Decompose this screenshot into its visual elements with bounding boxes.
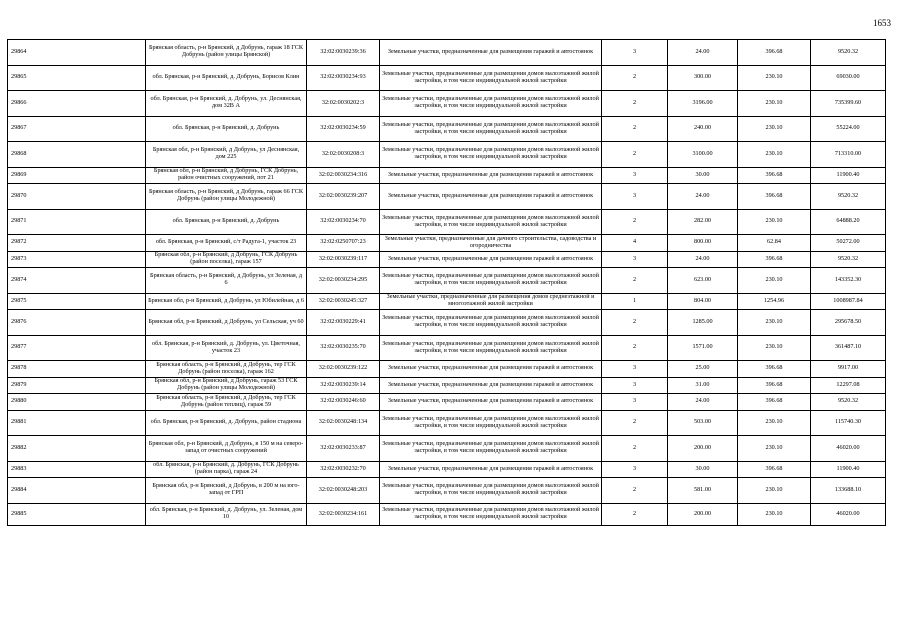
specific-value-cell: 396.68 bbox=[738, 184, 811, 210]
cadastral-number-cell: 32:02:0030234:70 bbox=[307, 209, 380, 235]
area-cell: 25.00 bbox=[668, 361, 738, 378]
record-id-cell: 29884 bbox=[8, 478, 146, 504]
table-row bbox=[8, 377, 886, 394]
cadastral-number-cell: 32:02:0030229:41 bbox=[307, 310, 380, 336]
group-cell: 2 bbox=[602, 142, 668, 168]
record-id-cell: 29866 bbox=[8, 91, 146, 117]
group-cell: 3 bbox=[602, 394, 668, 411]
record-id-cell: 29874 bbox=[8, 268, 146, 294]
land-category-cell: Земельные участки, предназначенные для размещения гаражей и автостоянок bbox=[380, 184, 602, 210]
cadastral-value-cell: 46020.00 bbox=[811, 503, 886, 526]
address-cell: Брянская обл, р-н Брянский, д Добрунь, ул Сельская, уч 60 bbox=[146, 310, 307, 336]
area-cell: 24.00 bbox=[668, 40, 738, 66]
record-id-cell: 29873 bbox=[8, 251, 146, 268]
table-row bbox=[8, 65, 886, 91]
land-category-cell: Земельные участки, предназначенные для размещения домов малоэтажной жилой застройки, в том числе индивидуальной жилой застройки bbox=[380, 310, 602, 336]
record-id-cell: 29876 bbox=[8, 310, 146, 336]
area-cell: 3100.00 bbox=[668, 142, 738, 168]
area-cell: 30.00 bbox=[668, 461, 738, 478]
specific-value-cell: 62.84 bbox=[738, 235, 811, 252]
land-category-cell: Земельные участки, предназначенные для размещения домов малоэтажной жилой застройки, в том числе индивидуальной жилой застройки bbox=[380, 410, 602, 436]
table-row bbox=[8, 116, 886, 142]
table-row bbox=[8, 436, 886, 462]
cadastral-value-cell: 55224.00 bbox=[811, 116, 886, 142]
specific-value-cell: 230.10 bbox=[738, 310, 811, 336]
address-cell: Брянская обл, р-н Брянский, д Добрунь, ГСК Добрунь, район очистных сооружений, пот 21 bbox=[146, 167, 307, 184]
page-number: 1653 bbox=[873, 18, 891, 28]
cadastral-number-cell: 32:02:0030234:295 bbox=[307, 268, 380, 294]
specific-value-cell: 396.68 bbox=[738, 167, 811, 184]
specific-value-cell: 396.68 bbox=[738, 40, 811, 66]
specific-value-cell: 396.68 bbox=[738, 461, 811, 478]
address-cell: обл. Брянская, р-н Брянский, д. Добрунь, ул. Цветочная, участок 23 bbox=[146, 335, 307, 361]
group-cell: 3 bbox=[602, 377, 668, 394]
address-cell: Брянская область, р-н Брянский, д Добрунь, тер ГСК Добрунь (район поселка), гараж 162 bbox=[146, 361, 307, 378]
record-id-cell: 29880 bbox=[8, 394, 146, 411]
record-id-cell: 29878 bbox=[8, 361, 146, 378]
area-cell: 24.00 bbox=[668, 251, 738, 268]
record-id-cell: 29870 bbox=[8, 184, 146, 210]
address-cell: обл. Брянская, р-н Брянский, д. Добрунь, ул. Деснянская, дом 32В А bbox=[146, 91, 307, 117]
land-category-cell: Земельные участки, предназначенные для размещения домов малоэтажной жилой застройки, в том числе индивидуальной жилой застройки bbox=[380, 142, 602, 168]
table-row bbox=[8, 184, 886, 210]
cadastral-value-cell: 9520.32 bbox=[811, 251, 886, 268]
cadastral-number-cell: 32:02:0030234:93 bbox=[307, 65, 380, 91]
record-id-cell: 29883 bbox=[8, 461, 146, 478]
cadastral-value-cell: 295678.50 bbox=[811, 310, 886, 336]
address-cell: Брянская обл, р-н Брянский, д Добрунь, в 150 м на северо-запад от очистных сооружений bbox=[146, 436, 307, 462]
land-category-cell: Земельные участки, предназначенные для размещения домов малоэтажной жилой застройки, в том числе индивидуальной жилой застройки bbox=[380, 436, 602, 462]
cadastral-value-cell: 713310.00 bbox=[811, 142, 886, 168]
cadastral-number-cell: 32:02:0030245:327 bbox=[307, 293, 380, 310]
address-cell: Брянская обл, р-н Брянский, д Добрунь, гараж 53 ГСК Добрунь (район улицы Молодежной) bbox=[146, 377, 307, 394]
address-cell: Брянская обл, р-н Брянский, д Добрунь, ГСК Добрунь (район поселка), гараж 157 bbox=[146, 251, 307, 268]
cadastral-value-cell: 9520.32 bbox=[811, 40, 886, 66]
address-cell: Брянская обл, р-н Брянский, д Добрунь, ул Юбилейная, д 6 bbox=[146, 293, 307, 310]
address-cell: Брянская область, р-н Брянский, д Добрунь, тер ГСК Добрунь (район теплиц), гараж 59 bbox=[146, 394, 307, 411]
land-category-cell: Земельные участки, предназначенные для размещения гаражей и автостоянок bbox=[380, 394, 602, 411]
area-cell: 3196.00 bbox=[668, 91, 738, 117]
specific-value-cell: 230.10 bbox=[738, 436, 811, 462]
address-cell: Брянская область, р-н Брянский, д Добрунь, гараж 18 ГСК Добрунь (район улицы Брянской) bbox=[146, 40, 307, 66]
area-cell: 282.00 bbox=[668, 209, 738, 235]
cadastral-number-cell: 32:02:0030246:60 bbox=[307, 394, 380, 411]
land-category-cell: Земельные участки, предназначенные для размещения домов малоэтажной жилой застройки, в том числе индивидуальной жилой застройки bbox=[380, 335, 602, 361]
address-cell: обл. Брянская, р-н Брянский, с/т Радуга-1, участок 23 bbox=[146, 235, 307, 252]
land-category-cell: Земельные участки, предназначенные для размещения домов малоэтажной жилой застройки, в том числе индивидуальной жилой застройки bbox=[380, 478, 602, 504]
table-row bbox=[8, 40, 886, 66]
group-cell: 2 bbox=[602, 268, 668, 294]
cadastral-value-table bbox=[7, 39, 886, 526]
address-cell: Брянская обл, р-н Брянский, д Добрунь, ул Деснянская, дом 225 bbox=[146, 142, 307, 168]
specific-value-cell: 396.68 bbox=[738, 251, 811, 268]
address-cell: обл. Брянская, р-н Брянский, д. Добрунь, ГСК Добрунь (район парка), гараж 24 bbox=[146, 461, 307, 478]
table-row bbox=[8, 251, 886, 268]
specific-value-cell: 230.10 bbox=[738, 65, 811, 91]
table-row bbox=[8, 268, 886, 294]
cadastral-number-cell: 32:02:0030239:14 bbox=[307, 377, 380, 394]
cadastral-value-cell: 11900.40 bbox=[811, 461, 886, 478]
record-id-cell: 29885 bbox=[8, 503, 146, 526]
address-cell: Брянская область, р-н Брянский, д Добрунь, гараж 66 ГСК Добрунь (район улицы Молодежной) bbox=[146, 184, 307, 210]
specific-value-cell: 230.10 bbox=[738, 335, 811, 361]
address-cell: обл. Брянская, р-н Брянский, д. Добрунь bbox=[146, 116, 307, 142]
cadastral-value-cell: 735399.60 bbox=[811, 91, 886, 117]
cadastral-value-cell: 9917.00 bbox=[811, 361, 886, 378]
table-row bbox=[8, 394, 886, 411]
table-row bbox=[8, 91, 886, 117]
group-cell: 3 bbox=[602, 361, 668, 378]
record-id-cell: 29871 bbox=[8, 209, 146, 235]
record-id-cell: 29868 bbox=[8, 142, 146, 168]
record-id-cell: 29865 bbox=[8, 65, 146, 91]
cadastral-value-cell: 115740.30 bbox=[811, 410, 886, 436]
area-cell: 200.00 bbox=[668, 436, 738, 462]
cadastral-number-cell: 32:02:0030248:203 bbox=[307, 478, 380, 504]
cadastral-value-cell: 11900.40 bbox=[811, 167, 886, 184]
address-cell: Брянская область, р-н Брянский, д Добрунь, ул Зеленая, д 6 bbox=[146, 268, 307, 294]
group-cell: 2 bbox=[602, 478, 668, 504]
specific-value-cell: 230.10 bbox=[738, 116, 811, 142]
area-cell: 240.00 bbox=[668, 116, 738, 142]
group-cell: 3 bbox=[602, 40, 668, 66]
group-cell: 3 bbox=[602, 461, 668, 478]
cadastral-number-cell: 32:02:0030239:207 bbox=[307, 184, 380, 210]
area-cell: 503.00 bbox=[668, 410, 738, 436]
area-cell: 804.00 bbox=[668, 293, 738, 310]
group-cell: 2 bbox=[602, 116, 668, 142]
address-cell: обл. Брянская, р-н Брянский, д. Добрунь, район стадиона bbox=[146, 410, 307, 436]
cadastral-number-cell: 32:02:0030208:3 bbox=[307, 142, 380, 168]
area-cell: 31.00 bbox=[668, 377, 738, 394]
area-cell: 200.00 bbox=[668, 503, 738, 526]
area-cell: 300.00 bbox=[668, 65, 738, 91]
group-cell: 3 bbox=[602, 251, 668, 268]
specific-value-cell: 230.10 bbox=[738, 503, 811, 526]
land-category-cell: Земельные участки, предназначенные для размещения домов малоэтажной жилой застройки, в том числе индивидуальной жилой застройки bbox=[380, 209, 602, 235]
specific-value-cell: 396.68 bbox=[738, 377, 811, 394]
record-id-cell: 29877 bbox=[8, 335, 146, 361]
specific-value-cell: 230.10 bbox=[738, 209, 811, 235]
group-cell: 3 bbox=[602, 167, 668, 184]
group-cell: 2 bbox=[602, 209, 668, 235]
record-id-cell: 29864 bbox=[8, 40, 146, 66]
record-id-cell: 29882 bbox=[8, 436, 146, 462]
area-cell: 30.00 bbox=[668, 167, 738, 184]
group-cell: 2 bbox=[602, 65, 668, 91]
land-category-cell: Земельные участки, предназначенные для размещения гаражей и автостоянок bbox=[380, 461, 602, 478]
cadastral-number-cell: 32:02:0030202:3 bbox=[307, 91, 380, 117]
area-cell: 623.00 bbox=[668, 268, 738, 294]
table-row bbox=[8, 461, 886, 478]
group-cell: 2 bbox=[602, 436, 668, 462]
specific-value-cell: 230.10 bbox=[738, 142, 811, 168]
area-cell: 24.00 bbox=[668, 394, 738, 411]
area-cell: 800.00 bbox=[668, 235, 738, 252]
group-cell: 2 bbox=[602, 410, 668, 436]
table-row bbox=[8, 361, 886, 378]
cadastral-number-cell: 32:02:0030233:87 bbox=[307, 436, 380, 462]
group-cell: 1 bbox=[602, 293, 668, 310]
specific-value-cell: 396.68 bbox=[738, 361, 811, 378]
cadastral-value-cell: 143352.30 bbox=[811, 268, 886, 294]
cadastral-number-cell: 32:02:0030234:161 bbox=[307, 503, 380, 526]
table-row bbox=[8, 293, 886, 310]
cadastral-value-cell: 9520.32 bbox=[811, 184, 886, 210]
cadastral-number-cell: 32:02:0250707:23 bbox=[307, 235, 380, 252]
area-cell: 1571.00 bbox=[668, 335, 738, 361]
area-cell: 1285.00 bbox=[668, 310, 738, 336]
table-body bbox=[8, 40, 886, 526]
group-cell: 2 bbox=[602, 310, 668, 336]
land-category-cell: Земельные участки, предназначенные для размещения гаражей и автостоянок bbox=[380, 40, 602, 66]
table-row bbox=[8, 503, 886, 526]
group-cell: 2 bbox=[602, 91, 668, 117]
address-cell: обл. Брянская, р-н Брянский, д. Добрунь, Борисов Клин bbox=[146, 65, 307, 91]
cadastral-value-cell: 361487.10 bbox=[811, 335, 886, 361]
cadastral-value-cell: 64888.20 bbox=[811, 209, 886, 235]
cadastral-number-cell: 32:02:0030248:134 bbox=[307, 410, 380, 436]
group-cell: 2 bbox=[602, 335, 668, 361]
cadastral-number-cell: 32:02:0030234:59 bbox=[307, 116, 380, 142]
land-category-cell: Земельные участки, предназначенные для размещения гаражей и автостоянок bbox=[380, 361, 602, 378]
group-cell: 2 bbox=[602, 503, 668, 526]
record-id-cell: 29879 bbox=[8, 377, 146, 394]
address-cell: Брянская обл, р-н Брянский, д Добрунь, в 200 м на юго-запад от ГРП bbox=[146, 478, 307, 504]
table-row bbox=[8, 410, 886, 436]
table-row bbox=[8, 142, 886, 168]
land-category-cell: Земельные участки, предназначенные для размещения домов среднеэтажной и многоэтажной жилой застройки bbox=[380, 293, 602, 310]
cadastral-value-cell: 12297.08 bbox=[811, 377, 886, 394]
land-category-cell: Земельные участки, предназначенные для размещения гаражей и автостоянок bbox=[380, 167, 602, 184]
record-id-cell: 29881 bbox=[8, 410, 146, 436]
land-category-cell: Земельные участки, предназначенные для размещения гаражей и автостоянок bbox=[380, 377, 602, 394]
land-category-cell: Земельные участки, предназначенные для размещения домов малоэтажной жилой застройки, в том числе индивидуальной жилой застройки bbox=[380, 116, 602, 142]
specific-value-cell: 230.10 bbox=[738, 268, 811, 294]
cadastral-number-cell: 32:02:0030239:122 bbox=[307, 361, 380, 378]
cadastral-number-cell: 32:02:0030239:117 bbox=[307, 251, 380, 268]
cadastral-value-cell: 1008987.84 bbox=[811, 293, 886, 310]
land-category-cell: Земельные участки, предназначенные для размещения домов малоэтажной жилой застройки, в том числе индивидуальной жилой застройки bbox=[380, 268, 602, 294]
cadastral-value-cell: 69030.00 bbox=[811, 65, 886, 91]
cadastral-number-cell: 32:02:0030235:70 bbox=[307, 335, 380, 361]
record-id-cell: 29869 bbox=[8, 167, 146, 184]
specific-value-cell: 230.10 bbox=[738, 91, 811, 117]
address-cell: обл. Брянская, р-н Брянский, д. Добрунь bbox=[146, 209, 307, 235]
area-cell: 24.00 bbox=[668, 184, 738, 210]
table-row bbox=[8, 478, 886, 504]
record-id-cell: 29872 bbox=[8, 235, 146, 252]
land-category-cell: Земельные участки, предназначенные для размещения домов малоэтажной жилой застройки, в том числе индивидуальной жилой застройки bbox=[380, 65, 602, 91]
record-id-cell: 29867 bbox=[8, 116, 146, 142]
specific-value-cell: 230.10 bbox=[738, 478, 811, 504]
table-row bbox=[8, 167, 886, 184]
cadastral-value-cell: 46020.00 bbox=[811, 436, 886, 462]
specific-value-cell: 396.68 bbox=[738, 394, 811, 411]
record-id-cell: 29875 bbox=[8, 293, 146, 310]
table-row bbox=[8, 310, 886, 336]
table-row bbox=[8, 209, 886, 235]
cadastral-number-cell: 32:02:0030234:316 bbox=[307, 167, 380, 184]
cadastral-value-cell: 50272.00 bbox=[811, 235, 886, 252]
cadastral-value-cell: 9520.32 bbox=[811, 394, 886, 411]
cadastral-number-cell: 32:02:0030232:70 bbox=[307, 461, 380, 478]
address-cell: обл. Брянская, р-н Брянский, д. Добрунь, ул. Зеленая, дом 10 bbox=[146, 503, 307, 526]
cadastral-value-cell: 133688.10 bbox=[811, 478, 886, 504]
specific-value-cell: 230.10 bbox=[738, 410, 811, 436]
land-category-cell: Земельные участки, предназначенные для размещения домов малоэтажной жилой застройки, в том числе индивидуальной жилой застройки bbox=[380, 503, 602, 526]
table-row bbox=[8, 235, 886, 252]
land-category-cell: Земельные участки, предназначенные для дачного строительства, садоводства и огородничества bbox=[380, 235, 602, 252]
cadastral-number-cell: 32:02:0030239:36 bbox=[307, 40, 380, 66]
area-cell: 581.00 bbox=[668, 478, 738, 504]
group-cell: 4 bbox=[602, 235, 668, 252]
table-row bbox=[8, 335, 886, 361]
land-category-cell: Земельные участки, предназначенные для размещения гаражей и автостоянок bbox=[380, 251, 602, 268]
specific-value-cell: 1254.96 bbox=[738, 293, 811, 310]
group-cell: 3 bbox=[602, 184, 668, 210]
land-category-cell: Земельные участки, предназначенные для размещения домов малоэтажной жилой застройки, в том числе индивидуальной жилой застройки bbox=[380, 91, 602, 117]
